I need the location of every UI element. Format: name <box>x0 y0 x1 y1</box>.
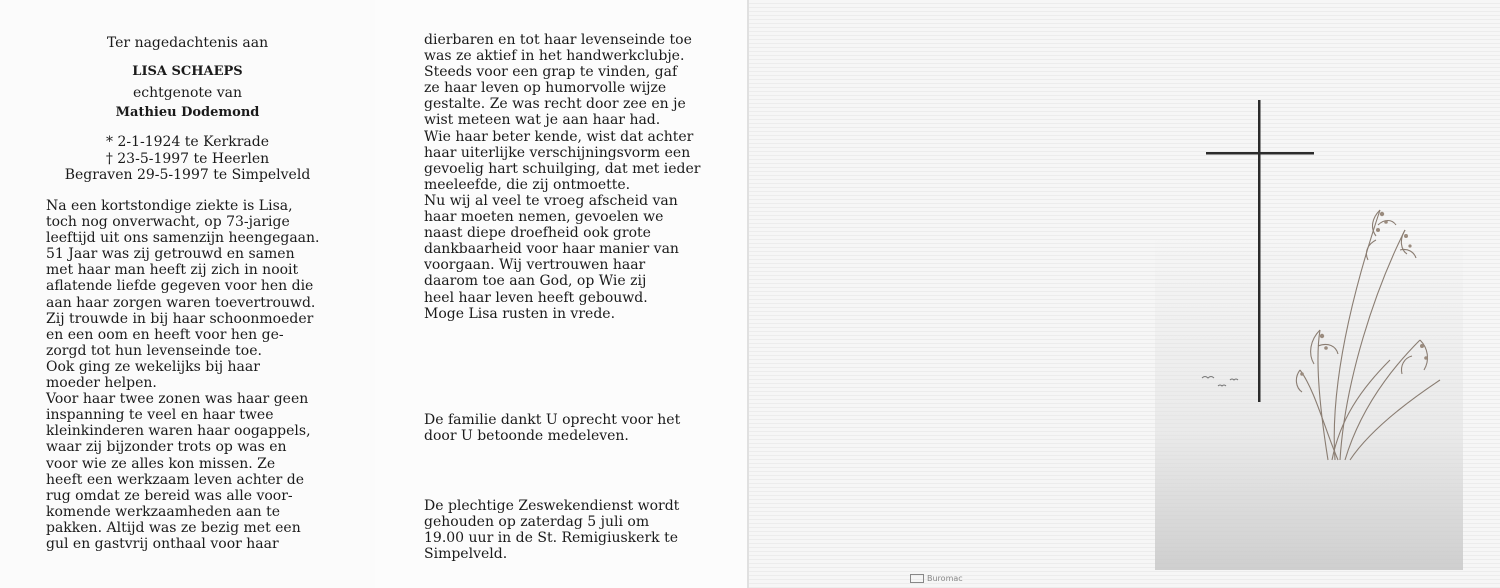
publisher-name: Buromac <box>927 574 963 583</box>
spouse-prefix: echtgenote van <box>132 85 243 101</box>
obituary-text-part-1: Na een kortstondige ziekte is Lisa, toch nog onverwacht, op 73-jarige leeftijd uit ons samenzijn heengegaan. 51 Jaar was zij getrouwd en samen met haar man heeft zij zich in nooit aflatende liefde gegeven voor hen die aan haar zorgen waren toevertrouwd. Zij trouwde in bij haar schoonmoeder en een oom en heeft voor hen ge- zorgd tot hun levenseinde toe. Ook ging ze wekelijks bij haar moeder helpen. Voor haar twee zonen was haar geen inspanning te veel en haar twee kleinkinderen waren haar oogappels, waar zij bijzonder trots op was en voor wie ze alles kon missen. Ze heeft een werkzaam leven achter de rug omdat ze bereid was alle voor- komende werkzaamheden aan te pakken. Altijd was ze bezig met een gul en gastvrij onthaal voor haar <box>46 198 320 552</box>
obituary-text-part-2: dierbaren en tot haar levenseinde toe was ze aktief in het handwerkclubje. Steeds voor een grap te vinden, gaf ze haar leven op humorvolle wijze gestalte. Ze was recht door zee en je wist meteen wat je aan haar had. Wie haar beter kende, wist dat achter haar uiterlijke verschijningsvorm een gevoelig hart schuilging, dat met ieder meeleefde, die zij ontmoette. Nu wij al veel te vroeg afscheid van haar moeten nemen, gevoelen we naast diepe droefheid ook grote dankbaarheid voor haar manier van voorgaan. Wij vertrouwen haar daarom toe aan God, op Wie zij heel haar leven heeft gebouwd. Moge Lisa rusten in vrede. <box>424 32 701 322</box>
family-thanks: De familie dankt U oprecht voor het door U betoonde medeleven. <box>424 412 681 445</box>
service-announcement: De plechtige Zeswekendienst wordt gehouden op zaterdag 5 juli om 19.00 uur in de St. Remigiuskerk te Simpelveld. <box>424 498 680 563</box>
death-date: † 23-5-1997 te Heerlen <box>105 151 270 167</box>
cross-icon <box>1206 100 1314 402</box>
publisher-mark <box>910 574 963 583</box>
card-fold <box>747 0 749 588</box>
deceased-name: LISA SCHAEPS <box>132 64 243 79</box>
grass-illustration <box>1296 210 1440 460</box>
spouse-name: Mathieu Dodemond <box>115 105 260 120</box>
burial-date: Begraven 29-5-1997 te Simpelveld <box>64 167 311 183</box>
publisher-logo-icon <box>910 574 924 583</box>
memorial-heading: Ter nagedachtenis aan <box>106 35 269 51</box>
birth-date: * 2-1-1924 te Kerkrade <box>106 134 269 150</box>
cover-illustration <box>1150 90 1480 570</box>
birds-icon <box>1202 377 1238 387</box>
